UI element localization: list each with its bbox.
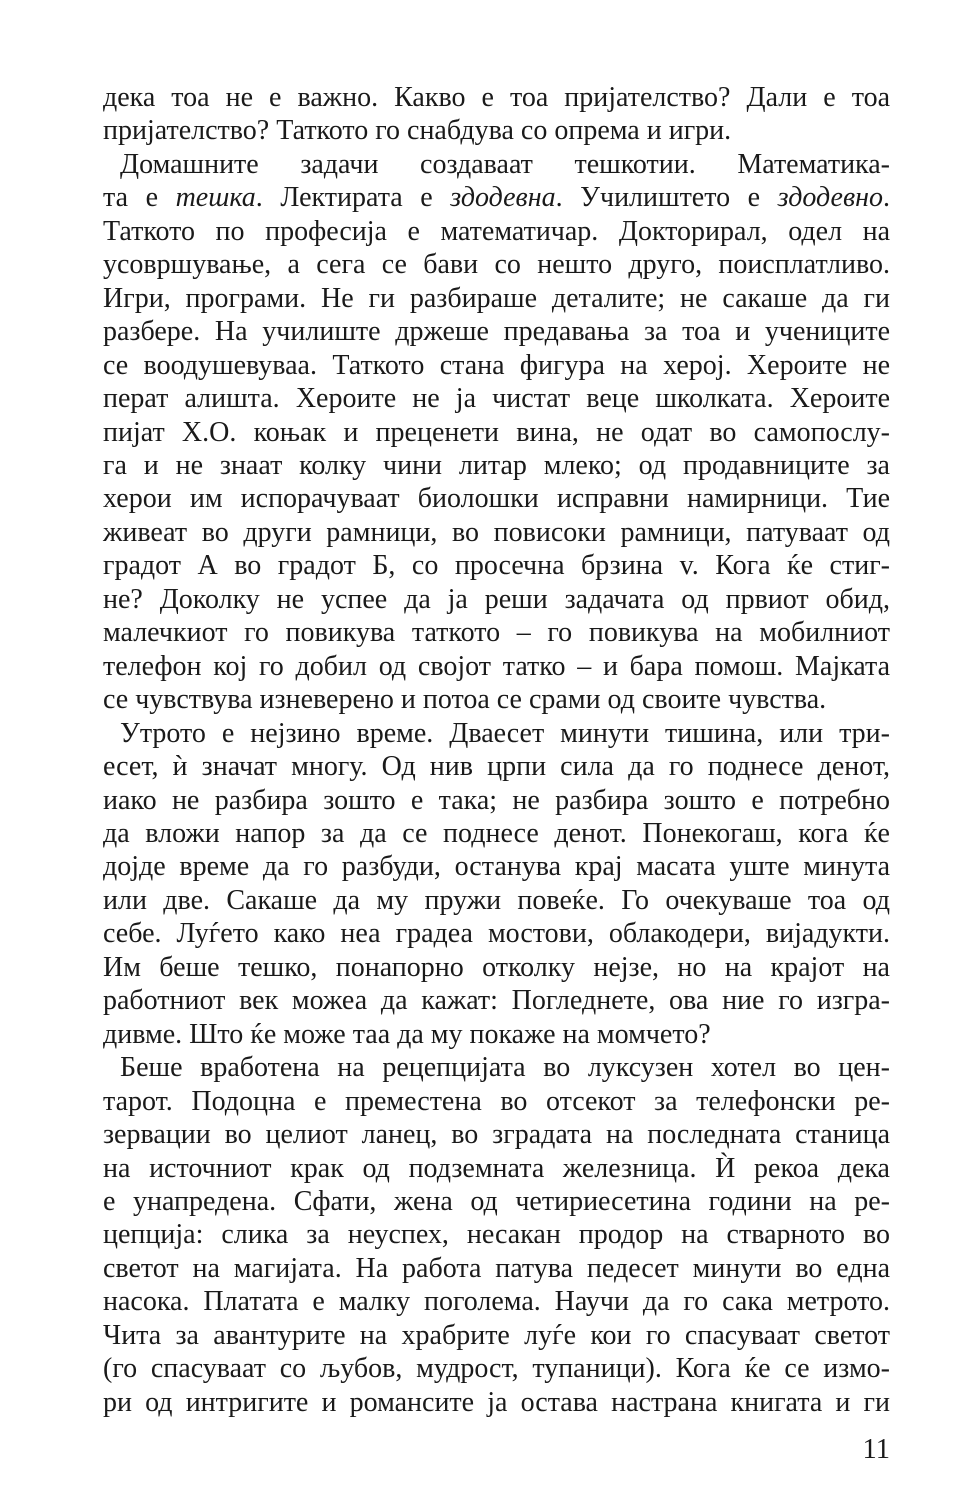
text-line [103,1352,890,1385]
text-line [103,1051,890,1084]
text-line [103,650,890,683]
text-line [103,917,890,950]
text-segment: тарот. Подоцна е преместена во отсекот за телефонски ре- [103,1085,890,1117]
text-segment: Игри, програми. Не ги разбираше деталите; не сакаше да ги [103,282,890,314]
text-line [103,884,890,917]
text-segment: Им беше тешко, понапорно отколку нејзе, но на крајот на [103,951,890,983]
text-line [103,1386,890,1419]
text-segment: светот на магијата. На работа патува педесет минути во една [103,1252,890,1284]
text-line [103,784,890,817]
text-segment: иако не разбира зошто е така; не разбира зошто е потребно [103,784,890,816]
text-line [103,181,890,214]
text-segment: . Училиштето е [555,182,778,214]
text-segment: телефон кој го добил од својот татко – и бара помош. Мајката [103,650,890,682]
text-segment: перат алишта. Хероите не ја чистат веце школката. Хероите [103,383,890,415]
text-segment: живеат во други рамници, во повисоки рамници, патуваат од [103,516,890,548]
text-line [103,215,890,248]
text-line [103,81,890,114]
text-line [103,817,890,850]
text-line [103,1118,890,1151]
text-line [103,1185,890,1218]
text-segment: работниот век можеа да кажат: Погледнете, ова ние го изгра- [103,985,890,1017]
text-segment: дојде време да го разбуди, останува крај масата уште минута [103,851,890,883]
text-line [103,516,890,549]
text-line [103,1252,890,1285]
text-segment: (го спасуваат со љубов, мудрост, тупаници). Кога ќе се измо- [103,1353,890,1385]
text-line [103,114,890,147]
text-line [103,583,890,616]
text-segment: ри од интригите и романсите ја остава настрана книгата и ги [103,1386,890,1418]
italic-text: тешка [175,182,256,214]
text-segment: себе. Луѓето како неа градеа мостови, облакодери, вијадукти. [103,918,890,950]
text-line [103,951,890,984]
text-segment: малечкиот го повикува таткото – го повикува на мобилниот [103,617,890,649]
text-segment: есет, ѝ значат многу. Од нив црпи сила да го поднесе денот, [103,751,890,783]
text-segment: Домашните задачи создаваат тешкотии. Математика- [120,148,890,180]
text-line [103,382,890,415]
text-segment: зервации во целиот ланец, во зградата на последната станица [103,1119,890,1151]
text-line [103,248,890,281]
text-segment: градот А во градот Б, со просечна брзина v. Кога ќе стиг- [103,550,890,582]
text-line [103,683,890,716]
text-line [103,449,890,482]
text-segment: Чита за авантурите на храбрите луѓе кои го спасуваат светот [103,1319,890,1351]
text-line [103,482,890,515]
text-segment: разбере. На училиште држеше предавања за тоа и учениците [103,316,890,348]
text-segment: Утрото е нејзино време. Дваесет минути тишина, или три- [120,717,890,749]
page-number: 11 [862,1434,890,1465]
text-segment: дивме. Што ќе може таа да му покаже на момчето? [103,1018,711,1050]
text-segment: да вложи напор за да се поднесе денот. Понекогаш, кога ќе [103,817,890,849]
italic-text: здодевно [777,182,883,214]
text-segment: херои им испорачуваат биолошки исправни намирници. Тие [103,483,890,515]
text-segment: га и не знаат колку чини литар млеко; од продавниците за [103,449,890,481]
text-line [103,315,890,348]
text-line [103,1085,890,1118]
text-segment: не? Доколку не успее да ја реши задачата од првиот обид, [103,583,890,615]
text-segment: пијат Х.О. коњак и преценети вина, не одат во самопослу- [103,416,890,448]
text-segment: е унапредена. Сфати, жена од четириесетина години на ре- [103,1185,890,1217]
text-segment: пријателство? Таткото го снабдува со опрема и игри. [103,115,732,147]
text-segment: . Лектирата е [255,182,451,214]
text-line [103,349,890,382]
text-segment: насока. Платата е малку поголема. Научи да го сака метрото. [103,1286,890,1318]
text-block [103,81,890,1419]
text-line [103,1319,890,1352]
text-line [103,416,890,449]
text-line [103,148,890,181]
text-line [103,717,890,750]
text-segment: Таткото по професија е математичар. Докторирал, одел на [103,215,890,247]
text-segment: дека тоа не е важно. Какво е тоа пријателство? Дали е тоа [103,82,890,113]
text-line [103,984,890,1017]
text-line [103,850,890,883]
italic-text: здодевна [450,182,556,214]
text-segment: или две. Сакаше да му пружи повеќе. Го очекуваше тоа од [103,884,890,916]
text-segment: усовршување, а сега се бави со нешто друго, поисплатливо. [103,249,890,281]
text-line [103,549,890,582]
text-segment: Беше вработена на рецепцијата во луксузен хотел во цен- [120,1052,890,1084]
text-segment: се чувствува изневерено и потоа се срами од своите чувства. [103,684,827,716]
text-line [103,282,890,315]
text-segment: цепција: слика за неуспех, несакан продор на стварното во [103,1219,890,1251]
text-line [103,750,890,783]
text-segment: се воодушевуваа. Таткото стана фигура на херој. Хероите не [103,349,890,381]
text-line [103,1152,890,1185]
text-line [103,1218,890,1251]
text-segment: на источниот крак од подземната железница. Ѝ рекоа дека [103,1152,890,1184]
text-line [103,1285,890,1318]
text-segment: . [882,182,890,214]
text-line [103,616,890,649]
text-segment: та е [103,182,176,214]
text-line [103,1018,890,1051]
